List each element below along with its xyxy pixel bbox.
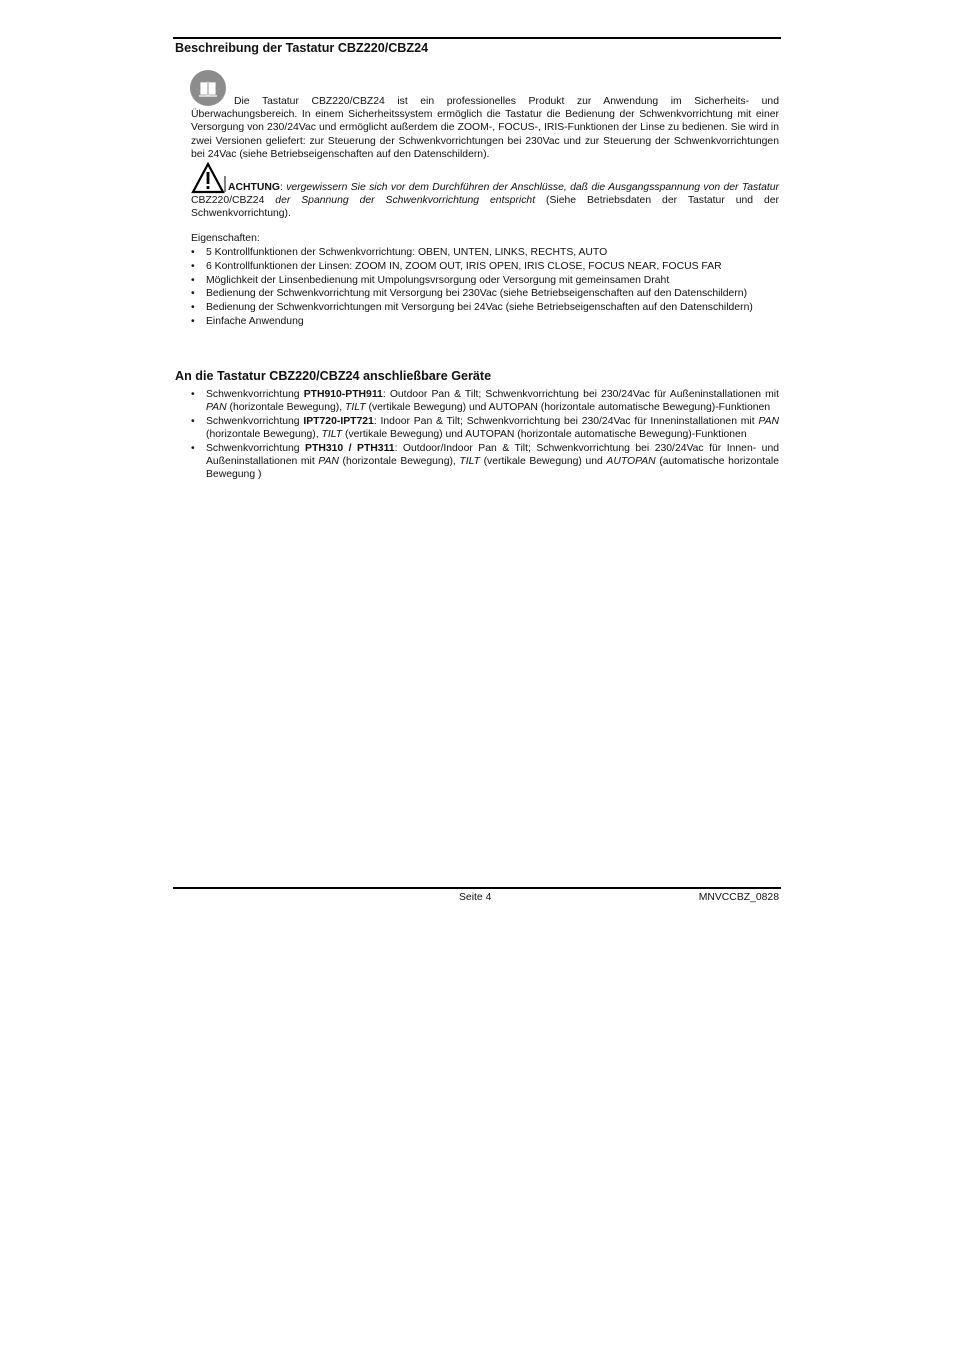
device-prefix: Schwenkvorrichtung	[206, 389, 304, 400]
document-code: MNVCCBZ_0828	[698, 892, 779, 903]
intro-text: Die Tastatur CBZ220/CBZ24 ist ein professionelles Produkt zur Anwendung im Sicherheits- und Überwachungsbereich. In einem Sicherheitssystem ermöglich die Tastatur die Bedienung der Schwenkvorrichtung mit einer Versorgung von 230/24Vac und ermöglicht außerdem die ZOOM-, FOCUS-, IRIS-Funktionen der Linse zu bedienen. Sie wird in zwei Versionen geliefert: zur Steuerung der Schwenkvorrichtungen bei 230Vac und zur Steuerung der Schwenkvorrichtungen bei 24Vac (siehe Betriebseigenschaften auf den Datenschildern).	[191, 96, 779, 160]
list-item-text: Bedienung der Schwenkvorrichtung mit Versorgung bei 230Vac (siehe Betriebseigenschaften auf den Datenschildern)	[206, 288, 748, 300]
list-item: • Schwenkvorrichtung PTH310 / PTH311: Outdoor/Indoor Pan & Tilt; Schwenkvorrichtung bei 230/24Vac für Innen- und Außeninstallationen mit PAN (horizontale Bewegung), TILT (vertikale Bewegung) und AUTOPAN (automatische horizontale Bewegung )	[191, 443, 779, 481]
list-item: • Schwenkvorrichtung PTH910-PTH911: Outdoor Pan & Tilt; Schwenkvorrichtung bei 230/24Vac für Außeninstallationen mit PAN (horizontale Bewegung), TILT (vertikale Bewegung) und AUTOPAN (horizontale automatische Bewegung)-Funktionen	[191, 389, 779, 414]
warning-label: ACHTUNG	[228, 182, 280, 193]
device-term: AUTOPAN	[606, 456, 656, 468]
list-item: • Bedienung der Schwenkvorrichtung mit Versorgung bei 230Vac (siehe Betriebseigenschaften auf den Datenschildern)	[191, 288, 748, 300]
list-item: • Einfache Anwendung	[191, 315, 304, 327]
device-text: (automatische horizontale Bewegung )	[206, 456, 779, 481]
warning-text: CBZ220/CBZ24	[191, 195, 276, 207]
list-item: • 5 Kontrollfunktionen der Schwenkvorrichtung: OBEN, UNTEN, LINKS, RECHTS, AUTO	[191, 247, 608, 258]
list-item: • Bedienung der Schwenkvorrichtungen mit Versorgung bei 24Vac (siehe Betriebseigenschaften auf den Datenschildern)	[191, 302, 753, 314]
list-item: • 6 Kontrollfunktionen der Linsen: ZOOM IN, ZOOM OUT, IRIS OPEN, IRIS CLOSE, FOCUS NEAR, FOCUS FAR	[191, 260, 722, 272]
device-term: TILT	[459, 456, 480, 468]
list-item-text: 6 Kontrollfunktionen der Linsen: ZOOM IN, ZOOM OUT, IRIS OPEN, IRIS CLOSE, FOCUS NEAR, FOCUS FAR	[206, 260, 722, 272]
device-text: : Outdoor Pan & Tilt; Schwenkvorrichtung bei 230/24Vac für Außeninstallationen mit	[382, 389, 779, 400]
device-model: PTH910-PTH911	[303, 389, 383, 400]
list-item-text: Möglichkeit der Linsenbedienung mit Umpolungsvrsorgung oder Versorgung mit gemeinsamen Draht	[206, 274, 670, 286]
warning-paragraph	[191, 181, 779, 221]
properties-list	[191, 246, 779, 329]
device-text: (horizontale Bewegung),	[206, 429, 322, 441]
section-title-devices: An die Tastatur CBZ220/CBZ24 anschließbare Geräte	[175, 369, 492, 383]
device-term: TILT	[321, 429, 343, 441]
device-text: (vertikale Bewegung) und AUTOPAN (horizontale automatische Bewegung)-Funktionen	[342, 429, 747, 441]
warning-text: (Siehe Betriebsdaten der Tastatur und der Schwenkvorrichtung).	[191, 195, 780, 220]
header-rule	[173, 37, 781, 39]
warning-text-italic: der Spannung der Schwenkvorrichtung entspricht	[275, 195, 536, 207]
device-model: PTH310 / PTH311	[305, 443, 395, 454]
device-text: (vertikale Bewegung) und	[480, 456, 607, 468]
warning-text-italic: vergewissern Sie sich vor dem Durchführen der Anschlüsse, daß die Ausgangsspannung von der Tastatur	[286, 182, 779, 193]
device-prefix: Schwenkvorrichtung	[206, 443, 306, 454]
list-item: • Möglichkeit der Linsenbedienung mit Umpolungsvrsorgung oder Versorgung mit gemeinsamen Draht	[191, 274, 670, 286]
page-title: Beschreibung der Tastatur CBZ220/CBZ24	[175, 41, 429, 55]
intro-paragraph	[191, 95, 779, 161]
list-item-text: Einfache Anwendung	[206, 315, 304, 327]
device-text: : Outdoor/Indoor Pan & Tilt; Schwenkvorrichtung bei 230/24Vac für Innen- und Außeninstallationen mit	[206, 443, 779, 468]
properties-label: Eigenschaften:	[191, 233, 260, 244]
device-term: PAN	[758, 416, 779, 427]
device-text: : Indoor Pan & Tilt; Schwenkvorrichtung bei 230/24Vac für Inneninstallationen mit	[373, 416, 759, 427]
page-number: Seite 4	[459, 892, 492, 903]
device-text: (vertikale Bewegung) und AUTOPAN (horizontale automatische Bewegung)-Funktionen	[365, 402, 771, 414]
device-model: IPT720-IPT721	[303, 416, 374, 427]
device-prefix: Schwenkvorrichtung	[206, 416, 304, 427]
footer-rule	[173, 887, 781, 889]
devices-list	[191, 388, 779, 482]
device-text: (horizontale Bewegung),	[338, 456, 460, 468]
list-item: • Schwenkvorrichtung IPT720-IPT721: Indoor Pan & Tilt; Schwenkvorrichtung bei 230/24Vac für Inneninstallationen mit PAN (horizontale Bewegung), TILT (vertikale Bewegung) und AUTOPAN (horizontale automatische Bewegung)-Funktionen	[191, 416, 779, 441]
device-term: PAN	[318, 456, 339, 468]
list-item-text: 5 Kontrollfunktionen der Schwenkvorrichtung: OBEN, UNTEN, LINKS, RECHTS, AUTO	[206, 247, 608, 258]
device-term: TILT	[345, 402, 366, 414]
list-item-text: Bedienung der Schwenkvorrichtungen mit Versorgung bei 24Vac (siehe Betriebseigenschaften auf den Datenschildern)	[206, 302, 753, 314]
device-text: (horizontale Bewegung),	[226, 402, 346, 414]
warning-separator: :	[279, 182, 287, 193]
device-term: PAN	[206, 402, 227, 414]
